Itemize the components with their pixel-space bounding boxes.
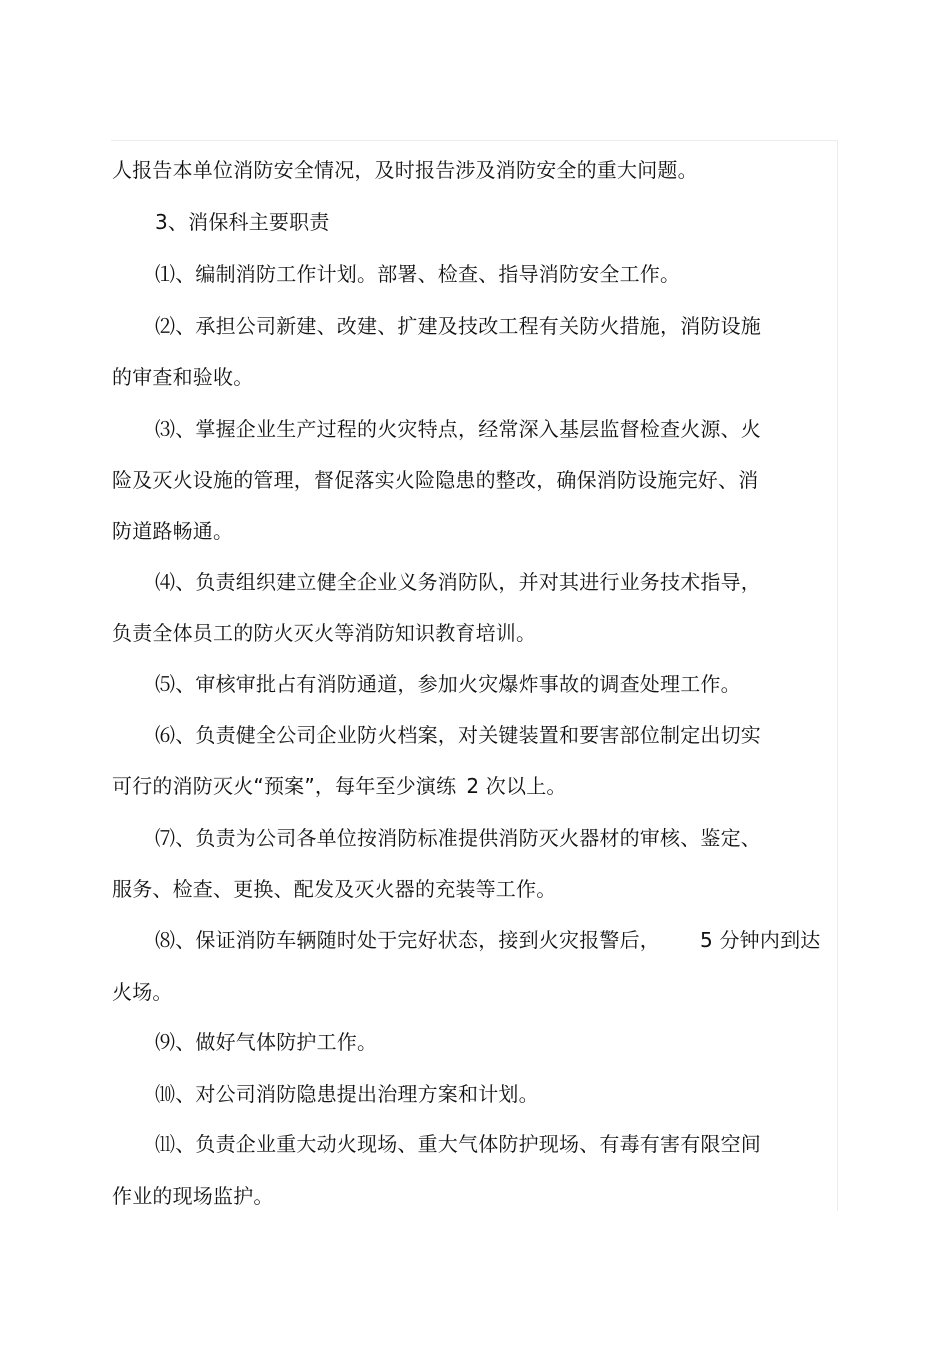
paragraph-line: ⑼、做好气体防护工作。 bbox=[155, 1030, 378, 1054]
paragraph-text: 可行的消防灭火“预案”，每年至少演练 bbox=[112, 774, 457, 798]
paragraph-text: ⑻、保证消防车辆随时处于完好状态，接到火灾报警后， bbox=[155, 928, 660, 952]
paragraph-line: ⑹、负责健全公司企业防火档案，对关键装置和要害部位制定出切实 bbox=[155, 723, 761, 747]
paragraph-line: ⑸、审核审批占有消防通道，参加火灾爆炸事故的调查处理工作。 bbox=[155, 672, 741, 696]
paragraph-line: 险及灭火设施的管理，督促落实火险隐患的整改，确保消防设施完好、消 bbox=[112, 468, 759, 492]
paragraph-line bbox=[155, 927, 820, 953]
paragraph-text: 2 次以上。 bbox=[466, 774, 567, 798]
paragraph-line: 负责全体员工的防火灭火等消防知识教育培训。 bbox=[112, 621, 537, 645]
paragraph-line bbox=[112, 773, 567, 799]
section-heading: 3、消保科主要职责 bbox=[155, 210, 330, 234]
paragraph-line: ⑶、掌握企业生产过程的火灾特点，经常深入基层监督检查火源、火 bbox=[155, 417, 761, 441]
paragraph-line: ⑴、编制消防工作计划。部署、检查、指导消防安全工作。 bbox=[155, 262, 681, 286]
paragraph-line: 服务、检查、更换、配发及灭火器的充装等工作。 bbox=[112, 877, 557, 901]
paragraph-line: ⑽、对公司消防隐患提出治理方案和计划。 bbox=[155, 1082, 539, 1106]
paragraph-line: 防道路畅通。 bbox=[112, 519, 234, 543]
paragraph-line: 作业的现场监护。 bbox=[112, 1184, 274, 1208]
paragraph-line: ⑵、承担公司新建、改建、扩建及技改工程有关防火措施，消防设施 bbox=[155, 314, 761, 338]
paragraph-line: 人报告本单位消防安全情况，及时报告涉及消防安全的重大问题。 bbox=[112, 158, 698, 182]
paragraph-line: 火场。 bbox=[112, 980, 173, 1004]
paragraph-line: 的审查和验收。 bbox=[112, 365, 254, 389]
paragraph-line: ⑺、负责为公司各单位按消防标准提供消防灭火器材的审核、鉴定、 bbox=[155, 826, 761, 850]
paragraph-line: ⑾、负责企业重大动火现场、重大气体防护现场、有毒有害有限空间 bbox=[155, 1132, 761, 1156]
paragraph-text: 5 分钟内到达 bbox=[700, 928, 821, 952]
paragraph-line: ⑷、负责组织建立健全企业义务消防队，并对其进行业务技术指导， bbox=[155, 570, 761, 594]
